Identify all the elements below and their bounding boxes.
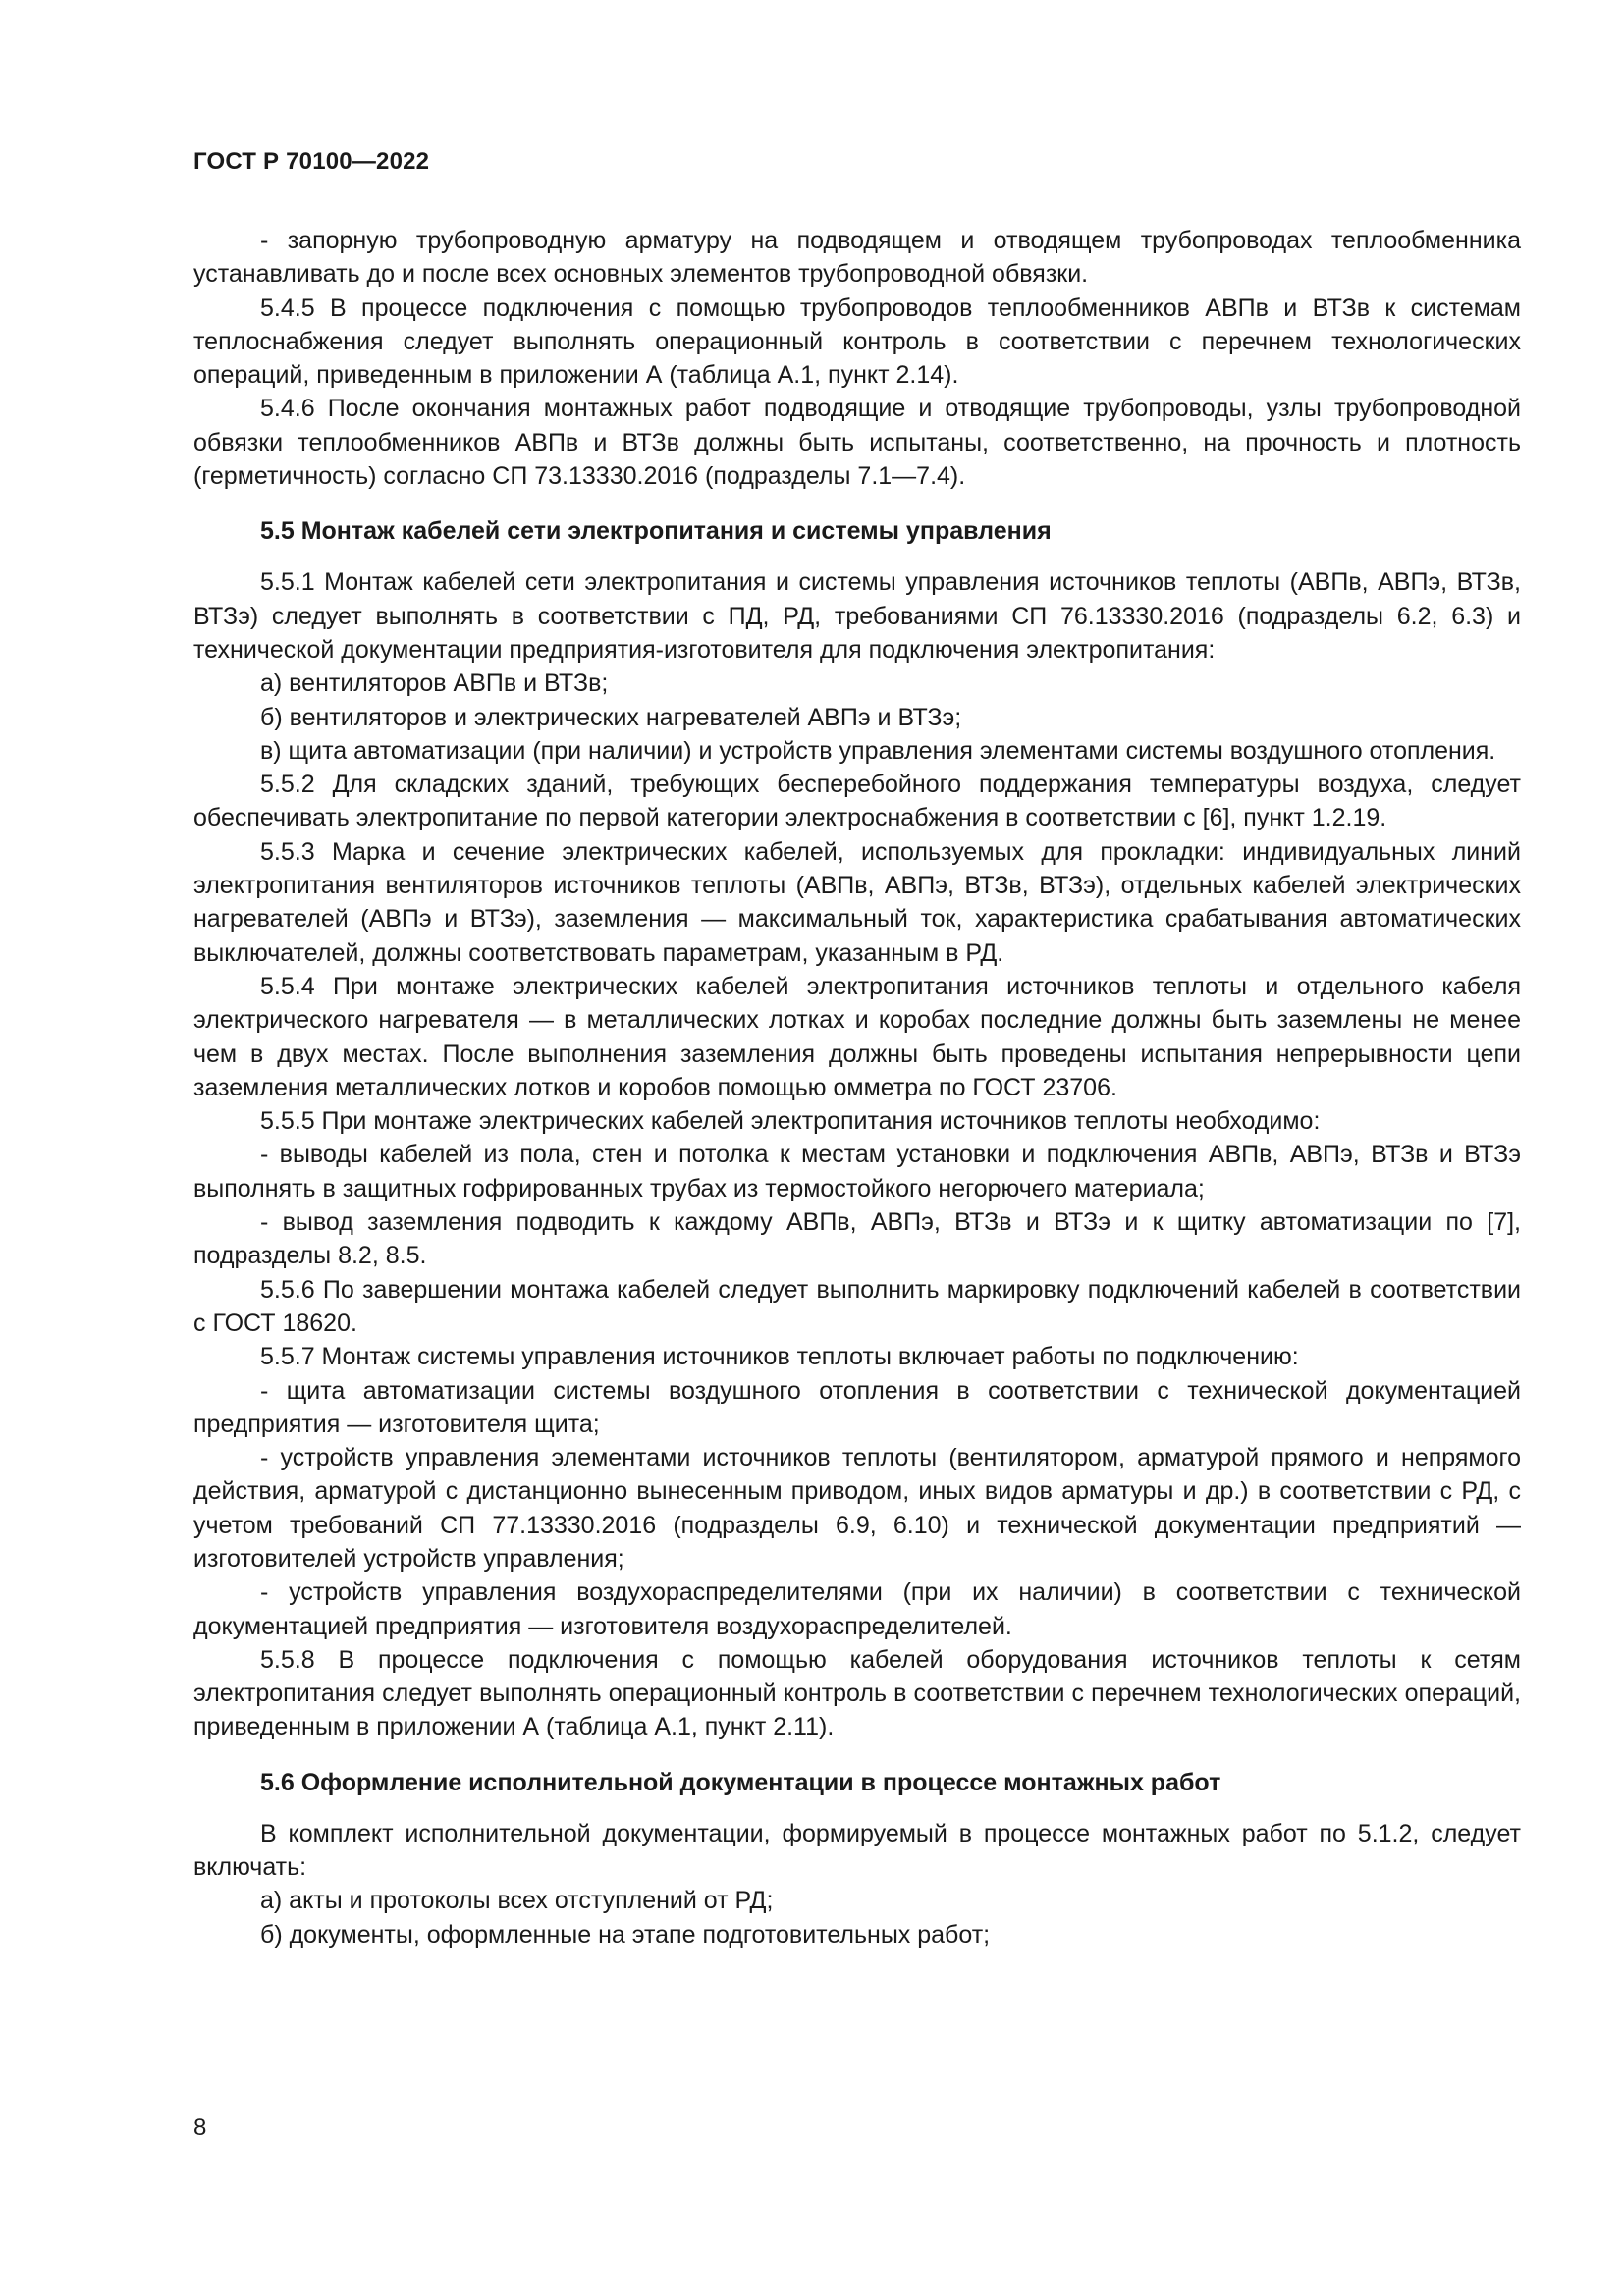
paragraph: 5.5.1 Монтаж кабелей сети электропитания и системы управления источников теплоты (АВПв, АВПэ, ВТЗв, ВТЗэ) следует выполнять в соответствии с ПД, РД, требованиями СП 76.13330.2016 (подразделы 6.2, 6.3) и технической документации предприятия-изготовителя для подключения электропитания: [193,568,1521,664]
list-item: в) щита автоматизации (при наличии) и устройств управления элементами системы воздушного отопления. [260,736,1496,765]
list-item: - устройств управления воздухораспределителями (при их наличии) в соответствии с технической документацией предприятия — изготовителя воздухораспределителей. [193,1578,1521,1640]
paragraph: 5.5.2 Для складских зданий, требующих бесперебойного поддержания температуры воздуха, следует обеспечивать электропитание по первой категории электроснабжения в соответствии с [6], пункт 1.2.19. [193,771,1521,832]
paragraph: 5.4.6 После окончания монтажных работ подводящие и отводящие трубопроводы, узлы трубопроводной обвязки теплообменников АВПв и ВТЗв должны быть испытаны, соответственно, на прочность и плотность (герметичность) согласно СП 73.13330.2016 (подразделы 7.1—7.4). [193,395,1521,491]
list-item: б) вентиляторов и электрических нагревателей АВПэ и ВТЗэ; [260,703,962,731]
paragraph: В комплект исполнительной документации, формируемый в процессе монтажных работ по 5.1.2, следует включать: [193,1819,1521,1882]
document-header: ГОСТ Р 70100—2022 [193,148,430,175]
paragraph: - запорную трубопроводную арматуру на подводящем и отводящем трубопроводах теплообменника устанавливать до и после всех основных элементов трубопроводной обвязки. [193,227,1521,289]
section-heading-5-6: 5.6 Оформление исполнительной документации в процессе монтажных работ [260,1768,1221,1796]
paragraph: 5.4.5 В процессе подключения с помощью трубопроводов теплообменников АВПв и ВТЗв к системам теплоснабжения следует выполнять операционный контроль в соответствии с перечнем технологических операций, приведенным в приложении А (таблица А.1, пункт 2.14). [193,294,1521,390]
paragraph: 5.5.4 При монтаже электрических кабелей электропитания источников теплоты и отдельного кабеля электрического нагревателя — в металлических лотках и коробах последние должны быть заземлены не менее чем в двух местах. После выполнения заземления должны быть проведены испытания непрерывности цепи заземления металлических лотков и коробов помощью омметра по ГОСТ 23706. [193,972,1521,1101]
paragraph: 5.5.6 По завершении монтажа кабелей следует выполнить маркировку подключений кабелей в соответствии с ГОСТ 18620. [193,1275,1521,1337]
list-item: а) вентиляторов АВПв и ВТЗв; [260,669,609,698]
list-item: - выводы кабелей из пола, стен и потолка к местам установки и подключения АВПв, АВПэ, ВТЗв и ВТЗэ выполнять в защитных гофрированных трубах из термостойкого негорючего материала; [193,1141,1521,1202]
list-item: - щита автоматизации системы воздушного отопления в соответствии с технической документацией предприятия — изготовителя щита; [193,1376,1521,1438]
section-heading-5-5: 5.5 Монтаж кабелей сети электропитания и системы управления [260,517,1052,546]
list-item: - вывод заземления подводить к каждому АВПв, АВПэ, ВТЗв и ВТЗэ и к щитку автоматизации по [7], подразделы 8.2, 8.5. [193,1208,1521,1270]
list-item: а) акты и протоколы всех отступлений от РД; [260,1887,774,1915]
list-item: - устройств управления элементами источников теплоты (вентилятором, арматурой прямого и непрямого действия, арматурой с дистанционно вынесенным приводом, иных видов арматуры и др.) в соответствии с РД, с учетом требований СП 77.13330.2016 (подразделы 6.9, 6.10) и технической документации предприятий — изготовителей устройств управления; [193,1444,1521,1573]
document-body [193,224,1521,1951]
paragraph: 5.5.8 В процессе подключения с помощью кабелей оборудования источников теплоты к сетям электропитания следует выполнять операционный контроль в соответствии с перечнем технологических операций, приведенным в приложении А (таблица А.1, пункт 2.11). [193,1645,1521,1741]
paragraph: 5.5.3 Марка и сечение электрических кабелей, используемых для прокладки: индивидуальных линий электропитания вентиляторов источников теплоты (АВПв, АВПэ, ВТЗв, ВТЗэ), отдельных кабелей электрических нагревателей (АВПэ и ВТЗэ), заземления — максимальный ток, характеристика срабатывания автоматических выключателей, должны соответствовать параметрам, указанным в РД. [193,837,1521,967]
paragraph: 5.5.5 При монтаже электрических кабелей электропитания источников теплоты необходимо: [260,1107,1321,1136]
page-number: 8 [193,2114,207,2141]
paragraph: 5.5.7 Монтаж системы управления источников теплоты включает работы по подключению: [260,1343,1299,1371]
list-item: б) документы, оформленные на этапе подготовительных работ; [260,1920,991,1949]
